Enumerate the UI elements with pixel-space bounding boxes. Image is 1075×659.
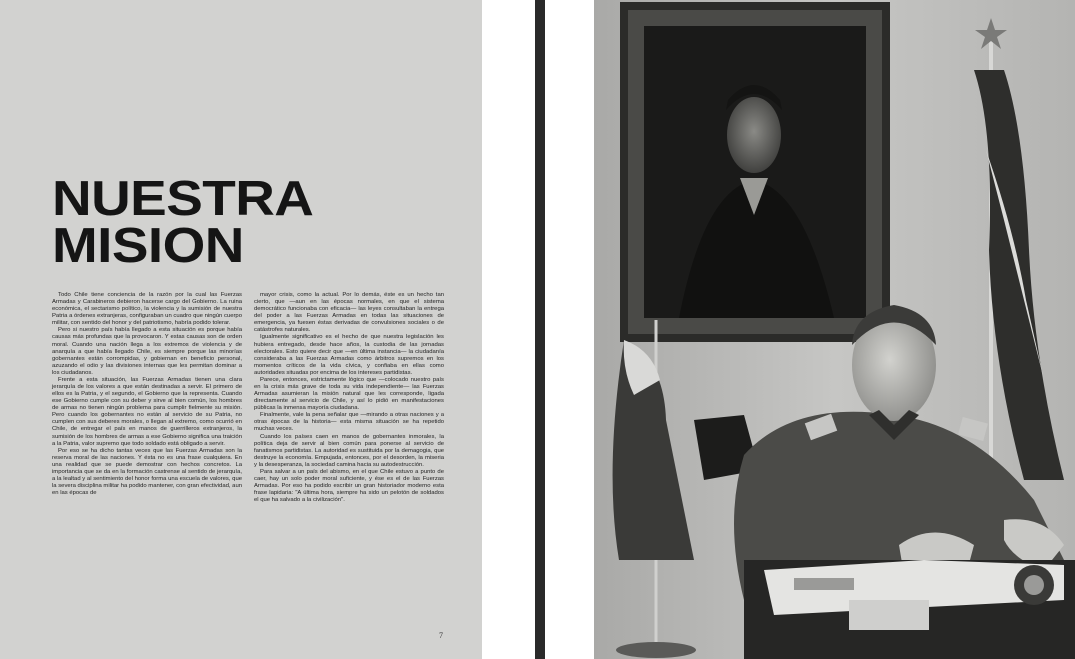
desk — [744, 560, 1075, 659]
page-number: 7 — [439, 631, 443, 640]
paragraph: Por eso se ha dicho tantas veces que las Fuerzas Armadas son la reserva moral de las naciones. Y ésta no es una frase cualquiera. En una realidad que se puede demostrar con hechos concretos. La importancia que se da en la formación castrense al sentido de jerarquía, a la lealtad y al sentimiento del honor forma una escuela de valores, que la severa disciplina militar ha podido mantener, con gran efectividad, aun en las épocas de — [52, 447, 242, 497]
paragraph: Cuando los países caen en manos de gobernantes inmorales, la política deja de servir al bien común para ponerse al servicio de fanatismos partidistas. La autoridad es sustituida por la demagogia, que destruye la economía. Empujada, entonces, por el desorden, la miseria y la desesperanza, la sociedad camina hacia su autodestrucción. — [254, 433, 444, 468]
paragraph: Finalmente, vale la pena señalar que —mirando a otras naciones y a otras épocas de la historia— esta misma situación se ha repetido muchas veces. — [254, 412, 444, 433]
title-line-1: NUESTRA — [52, 172, 314, 226]
title-line-2: MISION — [52, 219, 244, 273]
paragraph: mayor crisis, como la actual. Por lo demás, éste es un hecho tan cierto, que —aun en las épocas normales, en que el sistema democrático funcionaba con eficacia— las leyes consultaban la entrega del poder a las Fuerzas Armadas en todas las situaciones de emergencia, ya fuesen éstas derivadas de convulsiones sociales o de catástrofes naturales. — [254, 292, 444, 334]
text-column-left — [52, 292, 242, 497]
paragraph: Pero si nuestro país había llegado a esta situación es porque había causas más profundas que la provocaron. Y estas causas son de orden moral. Cuando una nación llega a los extremos de violencia y de anarquía a que había llegado Chile, es siempre porque las minorías gobernantes están corrompidas, y gobiernan en beneficio personal, azuzando el odio y las divisiones internas que les permitan dominar a los ciudadanos. — [52, 327, 242, 376]
paragraph: Igualmente significativo es el hecho de que nuestra legislación les hubiera entregado, desde hace años, la custodia de las jornadas electorales. Esto quiere decir que —en última instancia— la ciudadanía consideraba a las Fuerzas Armadas como árbitros supremos en los momentos críticos de la vida cívica, y confiaba en ellas como autoridades situadas por encima de los intereses partidistas. — [254, 334, 444, 376]
office-photograph — [594, 0, 1075, 659]
book-gutter — [535, 0, 545, 659]
framed-portrait — [620, 2, 890, 342]
article-title — [52, 172, 314, 273]
text-column-right — [254, 292, 444, 504]
paragraph: Todo Chile tiene conciencia de la razón por la cual las Fuerzas Armadas y Carabineros debieron hacerse cargo del Gobierno. La ruina económica, el sectarismo político, la violencia y la sumisión de nuestra Patria a órdenes extranjeras, configuraban un cuadro que ningún cuerpo militar, con sentido del honor y del patriotismo, habría podido tolerar. — [52, 292, 242, 327]
paragraph: Frente a esta situación, las Fuerzas Armadas tienen una clara jerarquía de los valores a que están destinadas a servir. El primero de ellos es la Patria, y el segundo, el Gobierno que la representa. Cuando ese Gobierno cumple con su deber y sirve al bien común, los hombres de armas no tienen ningún problema para cumplir fielmente su misión. Pero cuando los gobernantes no están al servicio de su Patria, no cumplen con sus deberes morales, o llegan al extremo, como ocurrió en Chile, de entregar el país en manos de guerrilleros extranjeros, la sumisión de los hombres de armas a ese Gobierno significa una traición a la Patria, valor supremo que todo soldado está obligado a servir. — [52, 376, 242, 447]
right-page-photo — [594, 0, 1075, 659]
left-page — [0, 0, 482, 659]
paragraph: Parece, entonces, estrictamente lógico que —colocado nuestro país en la crisis más grave de toda su vida independiente— las Fuerzas Armadas asumieran la misión natural que les corresponde, ligada directamente al servicio de Chile, y así lo pidió en manifestaciones públicas la inmensa mayoría ciudadana. — [254, 376, 444, 412]
paragraph: Para salvar a un país del abismo, en el que Chile estuvo a punto de caer, hay un solo poder moral suficiente, y ése es el de las Fuerzas Armadas. Por eso ha podido escribir un gran historiador moderno esta frase lapidaria: "A última hora, siempre ha sido un pelotón de soldados el que ha salvado a la civilización". — [254, 468, 444, 504]
